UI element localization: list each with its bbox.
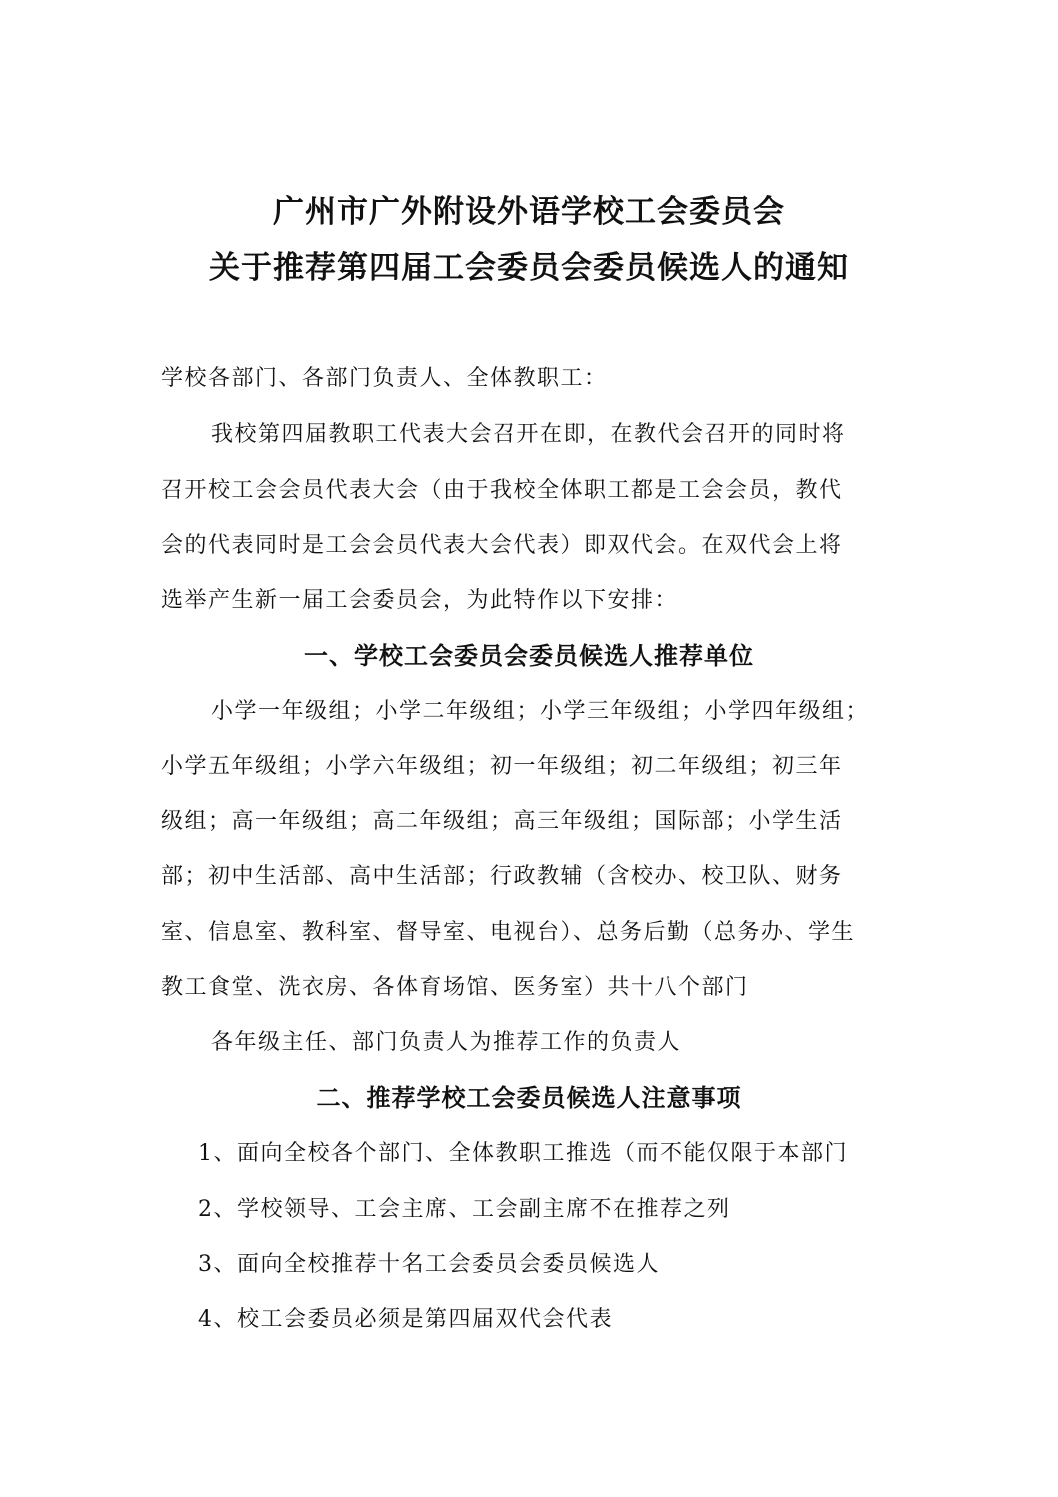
section-1-line: 级组；高一年级组；高二年级组；高三年级组；国际部；小学生活 <box>161 809 843 834</box>
intro-line: 我校第四届教职工代表大会召开在即，在教代会召开的同时将 <box>211 422 846 447</box>
section-2-heading: 二、推荐学校工会委员候选人注意事项 <box>316 1084 742 1112</box>
section-1-line: 部；初中生活部、高中生活部；行政教辅（含校办、校卫队、财务 <box>161 864 843 889</box>
section-1-line: 教工食堂、洗衣房、各体育场馆、医务室）共十八个部门 <box>161 975 749 1000</box>
section-2-item: 3、面向全校推荐十名工会委员会委员候选人 <box>198 1252 660 1277</box>
intro-line: 会的代表同时是工会会员代表大会代表）即双代会。在双代会上将 <box>161 533 843 558</box>
section-1-line: 室、信息室、教科室、督导室、电视台）、总务后勤（总务办、学生 <box>161 920 856 945</box>
section-2-item: 2、学校领导、工会主席、工会副主席不在推荐之列 <box>198 1197 731 1222</box>
section-1-line: 小学一年级组；小学二年级组；小学三年级组；小学四年级组； <box>211 699 870 724</box>
section-1-heading: 一、学校工会委员会委员候选人推荐单位 <box>304 642 754 670</box>
document-title-line-2: 关于推荐第四届工会委员会委员候选人的通知 <box>209 250 849 286</box>
salutation: 学校各部门、各部门负责人、全体教职工： <box>161 366 608 391</box>
section-1-line: 小学五年级组；小学六年级组；初一年级组；初二年级组；初三年 <box>161 754 843 779</box>
intro-line: 选举产生新一届工会委员会，为此特作以下安排： <box>161 588 679 613</box>
section-1-note: 各年级主任、部门负责人为推荐工作的负责人 <box>211 1030 682 1055</box>
intro-line: 召开校工会会员代表大会（由于我校全体职工都是工会会员，教代 <box>161 478 843 503</box>
document-title-line-1: 广州市广外附设外语学校工会委员会 <box>273 194 785 230</box>
section-2-item: 4、校工会委员必须是第四届双代会代表 <box>198 1307 613 1332</box>
section-2-item: 1、面向全校各个部门、全体教职工推选（而不能仅限于本部门 <box>198 1141 848 1166</box>
